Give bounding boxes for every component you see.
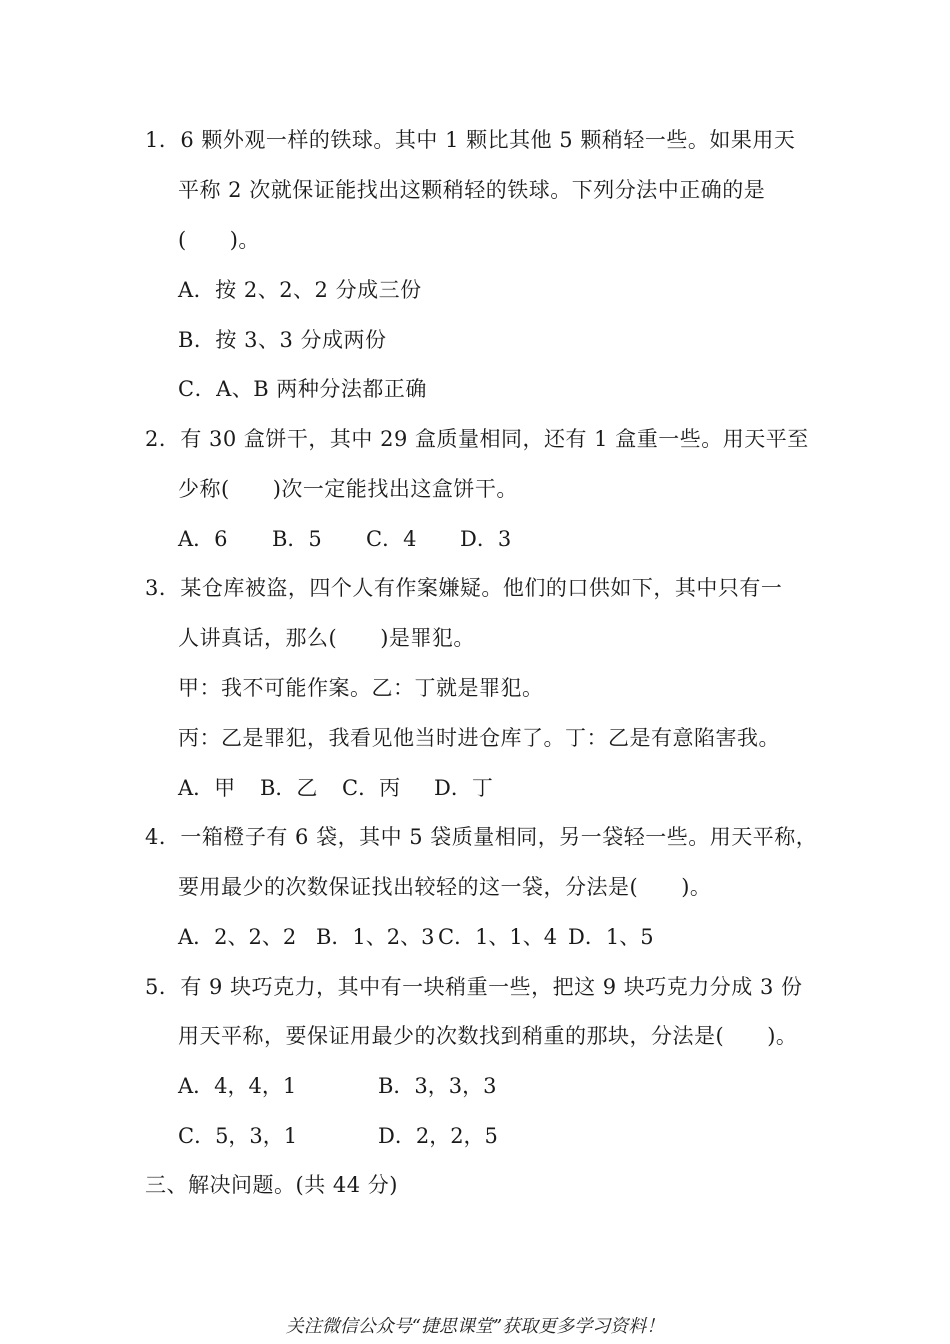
q1-line-2: 平称 2 次就保证能找出这颗稍轻的铁球。下列分法中正确的是 [178, 178, 766, 202]
q3-line-1: 3．某仓库被盗，四个人有作案嫌疑。他们的口供如下，其中只有一 [145, 576, 783, 600]
q3-option-a: A．甲 [178, 776, 236, 800]
q5-option-a: A．4，4，1 [178, 1074, 297, 1098]
q4-line-1: 4．一箱橙子有 6 袋，其中 5 袋质量相同，另一袋轻一些。用天平称， [145, 825, 818, 849]
q4-options [178, 922, 654, 952]
q2-option-c: C．4 [366, 527, 417, 551]
section-heading: 三、解决问题。(共 44 分) [145, 1173, 398, 1197]
q2-option-a: A．6 [178, 527, 228, 551]
q3-option-c: C．丙 [342, 776, 401, 800]
q5-line-2: 用天平称，要保证用最少的次数找到稍重的那块，分法是( )。 [178, 1024, 798, 1048]
footer-watermark: 关注微信公众号“捷思课堂”获取更多学习资料！ [285, 1316, 665, 1337]
q5-option-c: C．5，3，1 [178, 1124, 298, 1148]
q2-line-1: 2．有 30 盒饼干，其中 29 盒质量相同，还有 1 盒重一些。用天平至 [145, 427, 809, 451]
q1-option-c: C．A、B 两种分法都正确 [178, 377, 427, 401]
q3-line-2: 人讲真话，那么( )是罪犯。 [178, 626, 475, 650]
q5-options-row-2 [178, 1121, 498, 1151]
q4-line-2: 要用最少的次数保证找出较轻的这一袋，分法是( )。 [178, 875, 712, 899]
q3-option-b: B．乙 [260, 776, 318, 800]
q1-option-a: A．按 2、2、2 分成三份 [178, 278, 422, 302]
q5-option-b: B．3，3，3 [378, 1074, 497, 1098]
q5-option-d: D．2，2，5 [378, 1124, 498, 1148]
q5-options-row-1 [178, 1071, 497, 1101]
q3-options [178, 773, 493, 803]
q4-option-c: C．1、1、4 [438, 925, 558, 949]
q4-option-b: B．1、2、3 [316, 925, 435, 949]
q3-line-3: 甲：我不可能作案。乙：丁就是罪犯。 [178, 676, 544, 700]
q1-line-3: ( )。 [178, 228, 260, 252]
q2-options [178, 524, 511, 554]
q3-line-4: 丙：乙是罪犯，我看见他当时进仓库了。丁：乙是有意陷害我。 [178, 726, 780, 750]
q2-line-2: 少称( )次一定能找出这盒饼干。 [178, 477, 518, 501]
q4-option-d: D．1、5 [568, 925, 654, 949]
q4-option-a: A．2、2、2 [178, 925, 297, 949]
q2-option-b: B．5 [272, 527, 322, 551]
q1-option-b: B．按 3、3 分成两份 [178, 328, 387, 352]
q5-line-1: 5．有 9 块巧克力，其中有一块稍重一些，把这 9 块巧克力分成 3 份 [145, 975, 803, 999]
q2-option-d: D．3 [460, 527, 512, 551]
q3-option-d: D．丁 [434, 776, 493, 800]
q1-line-1: 1．6 颗外观一样的铁球。其中 1 颗比其他 5 颗稍轻一些。如果用天 [145, 128, 796, 152]
